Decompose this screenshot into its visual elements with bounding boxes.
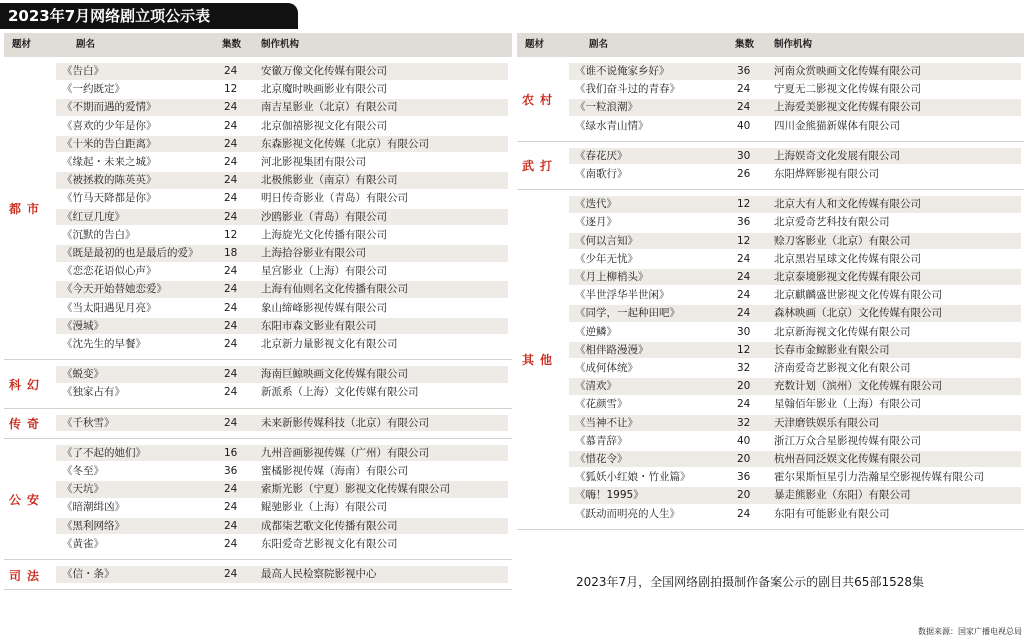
data-source: 数据来源：国家广播电视总局 xyxy=(918,627,1022,636)
episode-count: 18 xyxy=(224,247,238,259)
episode-count: 16 xyxy=(224,446,238,459)
table-row xyxy=(569,214,1021,231)
table-row xyxy=(569,324,1021,341)
episode-count: 24 xyxy=(224,192,238,205)
episode-count: 24 xyxy=(224,210,238,223)
episode-count: 24 xyxy=(224,501,238,514)
drama-title: 《狐妖小红娘・竹业篇》 xyxy=(575,471,691,484)
category-group xyxy=(4,409,512,439)
table-row xyxy=(569,118,1021,135)
producer-name: 天津磨铁娱乐有限公司 xyxy=(774,416,879,429)
episode-count: 24 xyxy=(224,319,238,332)
episode-count: 30 xyxy=(737,149,751,162)
episode-count: 24 xyxy=(224,338,238,350)
episode-count: 24 xyxy=(737,289,751,302)
drama-title: 《一约既定》 xyxy=(62,83,125,96)
episode-count: 20 xyxy=(737,489,751,502)
episode-count: 24 xyxy=(224,65,238,77)
drama-title: 《竹马天降都是你》 xyxy=(62,192,157,205)
drama-title: 《恋恋花语似心声》 xyxy=(62,265,157,278)
table-row xyxy=(56,481,508,498)
drama-title: 《春花厌》 xyxy=(575,149,628,162)
drama-title: 《迭代》 xyxy=(575,198,617,211)
producer-name: 济南爱奇艺影视文化有限公司 xyxy=(774,361,911,374)
producer-name: 杭州吾同泛娱文化传媒有限公司 xyxy=(774,452,921,465)
drama-title: 《我们奋斗过的青春》 xyxy=(575,83,680,96)
episode-count: 24 xyxy=(224,519,238,532)
drama-title: 《逐月》 xyxy=(575,216,617,229)
table-row xyxy=(56,463,508,480)
table-row xyxy=(56,118,508,135)
drama-title: 《同学，一起种田吧》 xyxy=(575,307,680,320)
table-row xyxy=(56,518,508,535)
drama-title: 《既是最初的也是最后的爱》 xyxy=(62,247,199,259)
summary-text: 2023年7月，全国网络剧拍摄制作备案公示的剧目共65部1528集 xyxy=(576,575,924,589)
drama-title: 《少年无忧》 xyxy=(575,252,638,265)
table-row xyxy=(56,566,508,583)
drama-title: 《当太阳遇见月亮》 xyxy=(62,301,157,314)
drama-title: 《喜欢的少年是你》 xyxy=(62,119,157,132)
table-row xyxy=(56,384,508,401)
producer-name: 北京黑岩星球文化传媒有限公司 xyxy=(774,252,921,265)
table-row xyxy=(56,415,508,432)
category-label: 公安 xyxy=(8,492,45,507)
table-header xyxy=(517,33,1024,57)
drama-title: 《半世浮华半世闲》 xyxy=(575,289,670,302)
drama-title: 《黑利网络》 xyxy=(62,519,125,532)
table-row xyxy=(569,433,1021,450)
episode-count: 24 xyxy=(224,537,238,550)
left-table xyxy=(4,33,512,583)
producer-name: 霍尔果斯恒星引力浩瀚星空影视传媒有限公司 xyxy=(774,471,984,484)
episode-count: 36 xyxy=(737,471,751,484)
category-label: 都市 xyxy=(8,202,45,217)
episode-count: 24 xyxy=(224,265,238,278)
drama-title: 《南歌行》 xyxy=(575,167,628,180)
episode-count: 12 xyxy=(224,83,238,96)
episode-count: 24 xyxy=(737,307,751,320)
table-row xyxy=(569,305,1021,322)
table-row xyxy=(569,360,1021,377)
drama-title: 《信・条》 xyxy=(62,568,115,580)
producer-name: 新派系（上海）文化传媒有限公司 xyxy=(261,386,419,399)
episode-count: 12 xyxy=(737,198,751,211)
table-row xyxy=(569,506,1021,523)
drama-title: 《成何体统》 xyxy=(575,361,638,374)
producer-name: 北京新力量影视文化有限公司 xyxy=(261,338,398,350)
episode-count: 24 xyxy=(224,101,238,114)
category-label: 其他 xyxy=(521,353,558,368)
producer-name: 北京伽禧影视文化有限公司 xyxy=(261,119,387,132)
episode-count: 40 xyxy=(737,434,751,447)
episode-count: 24 xyxy=(224,568,238,580)
table-row xyxy=(569,287,1021,304)
episode-count: 32 xyxy=(737,361,751,374)
drama-title: 《今天开始替她恋爱》 xyxy=(62,283,167,296)
category-group xyxy=(517,190,1024,530)
producer-name: 北京魔时映画影业有限公司 xyxy=(261,83,387,96)
table-row xyxy=(56,209,508,226)
episode-count: 36 xyxy=(224,464,238,477)
episode-count: 24 xyxy=(224,174,238,187)
producer-name: 四川金熊猫新媒体有限公司 xyxy=(774,119,900,132)
producer-name: 暴走熊影业（东阳）有限公司 xyxy=(774,489,911,502)
table-row xyxy=(569,451,1021,468)
episode-count: 36 xyxy=(737,216,751,229)
header-episodes: 集数 xyxy=(222,39,242,50)
header-topic: 题材 xyxy=(525,39,545,50)
drama-title: 《了不起的她们》 xyxy=(62,446,146,459)
table-row xyxy=(56,81,508,98)
category-label: 传奇 xyxy=(8,417,45,432)
table-row xyxy=(56,536,508,553)
drama-title: 《沈先生的早餐》 xyxy=(62,338,146,350)
page-title: 2023年7月网络剧立项公示表 xyxy=(0,3,298,29)
drama-title: 《嗨！1995》 xyxy=(575,489,644,502)
producer-name: 宁夏无二影视文化传媒有限公司 xyxy=(774,83,921,96)
episode-count: 24 xyxy=(737,252,751,265)
episode-count: 30 xyxy=(737,325,751,338)
episode-count: 12 xyxy=(224,228,238,241)
producer-name: 南吉星影业（北京）有限公司 xyxy=(261,101,398,114)
table-row xyxy=(56,99,508,116)
table-row xyxy=(569,469,1021,486)
drama-title: 《被拯救的陈英英》 xyxy=(62,174,157,187)
table-row xyxy=(56,136,508,153)
producer-name: 东阳有可能影业有限公司 xyxy=(774,507,890,520)
drama-title: 《暗潮缉凶》 xyxy=(62,501,125,514)
producer-name: 上海拾谷影业有限公司 xyxy=(261,247,366,259)
episode-count: 20 xyxy=(737,380,751,393)
producer-name: 北极熊影业（南京）有限公司 xyxy=(261,174,398,187)
episode-count: 26 xyxy=(737,167,751,180)
drama-title: 《一粒浪潮》 xyxy=(575,101,638,114)
category-group xyxy=(4,360,512,408)
table-row xyxy=(569,396,1021,413)
table-row xyxy=(56,281,508,298)
header-name: 剧名 xyxy=(76,39,96,50)
producer-name: 东森影视文化传媒（北京）有限公司 xyxy=(261,137,429,150)
category-label: 司法 xyxy=(8,568,45,583)
drama-title: 《缘起・未来之城》 xyxy=(62,156,157,168)
producer-name: 上海有仙则名文化传播有限公司 xyxy=(261,283,408,296)
drama-title: 《相伴路漫漫》 xyxy=(575,343,649,356)
episode-count: 24 xyxy=(224,119,238,132)
header-producer: 制作机构 xyxy=(774,39,813,50)
producer-name: 安徽万像文化传媒有限公司 xyxy=(261,65,387,77)
header-topic: 题材 xyxy=(12,39,32,50)
producer-name: 成都柒艺歌文化传播有限公司 xyxy=(261,519,398,532)
producer-name: 浙江万众合星影视传媒有限公司 xyxy=(774,434,921,447)
table-row xyxy=(56,366,508,383)
table-row xyxy=(56,263,508,280)
producer-name: 河南众赏映画文化传媒有限公司 xyxy=(774,65,921,77)
episode-count: 24 xyxy=(737,398,751,411)
table-row xyxy=(56,499,508,516)
drama-title: 《清欢》 xyxy=(575,380,617,393)
table-header xyxy=(4,33,512,57)
producer-name: 索斯光影（宁夏）影视文化传媒有限公司 xyxy=(261,483,450,496)
table-row xyxy=(569,63,1021,80)
category-label: 科幻 xyxy=(8,377,45,392)
table-row xyxy=(56,154,508,171)
drama-title: 《告白》 xyxy=(62,65,104,77)
drama-title: 《谁不说俺家乡好》 xyxy=(575,65,670,77)
category-label: 农村 xyxy=(521,92,558,107)
producer-name: 上海旋光文化传播有限公司 xyxy=(261,228,387,241)
episode-count: 40 xyxy=(737,119,751,132)
drama-title: 《绿水青山情》 xyxy=(575,119,649,132)
episode-count: 20 xyxy=(737,452,751,465)
drama-title: 《蜕变》 xyxy=(62,368,104,381)
episode-count: 24 xyxy=(737,270,751,283)
header-name: 剧名 xyxy=(589,39,609,50)
table-row xyxy=(56,63,508,80)
drama-title: 《逆鳞》 xyxy=(575,325,617,338)
header-producer: 制作机构 xyxy=(261,39,300,50)
table-row xyxy=(569,415,1021,432)
producer-name: 赊刀客影业（北京）有限公司 xyxy=(774,234,911,247)
producer-name: 上海娱奇文化发展有限公司 xyxy=(774,149,900,162)
drama-title: 《何以言知》 xyxy=(575,234,638,247)
category-group xyxy=(4,439,512,560)
episode-count: 12 xyxy=(737,343,751,356)
episode-count: 24 xyxy=(224,156,238,168)
producer-name: 北京大有人和文化传媒有限公司 xyxy=(774,198,921,211)
table-row xyxy=(569,166,1021,183)
drama-title: 《跃动而明亮的人生》 xyxy=(575,507,680,520)
episode-count: 24 xyxy=(224,137,238,150)
episode-count: 24 xyxy=(224,301,238,314)
table-row xyxy=(56,227,508,244)
table-row xyxy=(569,99,1021,116)
episode-count: 24 xyxy=(224,483,238,496)
table-row xyxy=(569,487,1021,504)
episode-count: 24 xyxy=(224,283,238,296)
table-row xyxy=(56,190,508,207)
drama-title: 《漫城》 xyxy=(62,319,104,332)
producer-name: 河北影视集团有限公司 xyxy=(261,156,366,168)
drama-title: 《独家占有》 xyxy=(62,386,125,399)
category-group xyxy=(4,57,512,360)
producer-name: 沙鸥影业（青岛）有限公司 xyxy=(261,210,387,223)
producer-name: 明日传奇影业（青岛）有限公司 xyxy=(261,192,408,205)
drama-title: 《黄雀》 xyxy=(62,537,104,550)
table-row xyxy=(56,318,508,335)
table-row xyxy=(56,336,508,353)
table-row xyxy=(569,148,1021,165)
category-label: 武打 xyxy=(521,159,558,174)
drama-title: 《十米的告白距离》 xyxy=(62,137,157,150)
table-row xyxy=(56,445,508,462)
right-table xyxy=(517,33,1024,589)
producer-name: 长春市金鲸影业有限公司 xyxy=(774,343,890,356)
producer-name: 东阳市森文影业有限公司 xyxy=(261,319,377,332)
producer-name: 北京麒麟盛世影视文化传媒有限公司 xyxy=(774,289,942,302)
table-row xyxy=(56,172,508,189)
producer-name: 鲲驰影业（上海）有限公司 xyxy=(261,501,387,514)
category-group xyxy=(517,142,1024,190)
episode-count: 24 xyxy=(224,386,238,399)
producer-name: 九州音画影视传媒（广州）有限公司 xyxy=(261,446,429,459)
producer-name: 东阳烨辉影视有限公司 xyxy=(774,167,879,180)
episode-count: 24 xyxy=(737,507,751,520)
drama-title: 《沉默的告白》 xyxy=(62,228,136,241)
producer-name: 星翰佰年影业（上海）有限公司 xyxy=(774,398,921,411)
producer-name: 上海爱美影视文化传媒有限公司 xyxy=(774,101,921,114)
episode-count: 24 xyxy=(737,83,751,96)
episode-count: 24 xyxy=(224,416,238,429)
producer-name: 象山缔峰影视传媒有限公司 xyxy=(261,301,387,314)
episode-count: 12 xyxy=(737,234,751,247)
episode-count: 24 xyxy=(737,101,751,114)
drama-title: 《红豆几度》 xyxy=(62,210,125,223)
episode-count: 32 xyxy=(737,416,751,429)
producer-name: 北京新海视文化传媒有限公司 xyxy=(774,325,911,338)
producer-name: 蜜橘影视传媒（海南）有限公司 xyxy=(261,464,408,477)
table-row xyxy=(56,245,508,262)
producer-name: 东阳爱奇艺影视文化有限公司 xyxy=(261,537,398,550)
table-row xyxy=(569,269,1021,286)
table-row xyxy=(569,342,1021,359)
producer-name: 北京爱奇艺科技有限公司 xyxy=(774,216,890,229)
table-row xyxy=(569,378,1021,395)
table-row xyxy=(569,81,1021,98)
table-row xyxy=(569,196,1021,213)
drama-title: 《惜花令》 xyxy=(575,452,628,465)
episode-count: 24 xyxy=(224,368,238,381)
episode-count: 36 xyxy=(737,65,751,77)
producer-name: 充数计划（滨州）文化传媒有限公司 xyxy=(774,380,942,393)
drama-title: 《千秋雪》 xyxy=(62,416,115,429)
producer-name: 森林映画（北京）文化传媒有限公司 xyxy=(774,307,942,320)
drama-title: 《天坑》 xyxy=(62,483,104,496)
table-row xyxy=(56,300,508,317)
producer-name: 未来新影传媒科技（北京）有限公司 xyxy=(261,416,429,429)
drama-title: 《花颜雪》 xyxy=(575,398,628,411)
drama-title: 《当神不让》 xyxy=(575,416,638,429)
producer-name: 最高人民检察院影视中心 xyxy=(261,568,377,580)
category-group xyxy=(517,57,1024,142)
producer-name: 星宫影业（上海）有限公司 xyxy=(261,265,387,278)
drama-title: 《月上柳梢头》 xyxy=(575,270,649,283)
header-episodes: 集数 xyxy=(735,39,755,50)
drama-title: 《慕青辞》 xyxy=(575,434,628,447)
drama-title: 《不期而遇的爱情》 xyxy=(62,101,157,114)
producer-name: 海南巨鲸映画文化传媒有限公司 xyxy=(261,368,408,381)
producer-name: 北京泰境影视文化传媒有限公司 xyxy=(774,270,921,283)
category-group xyxy=(4,560,512,590)
table-row xyxy=(569,251,1021,268)
table-row xyxy=(569,233,1021,250)
drama-title: 《冬至》 xyxy=(62,464,104,477)
